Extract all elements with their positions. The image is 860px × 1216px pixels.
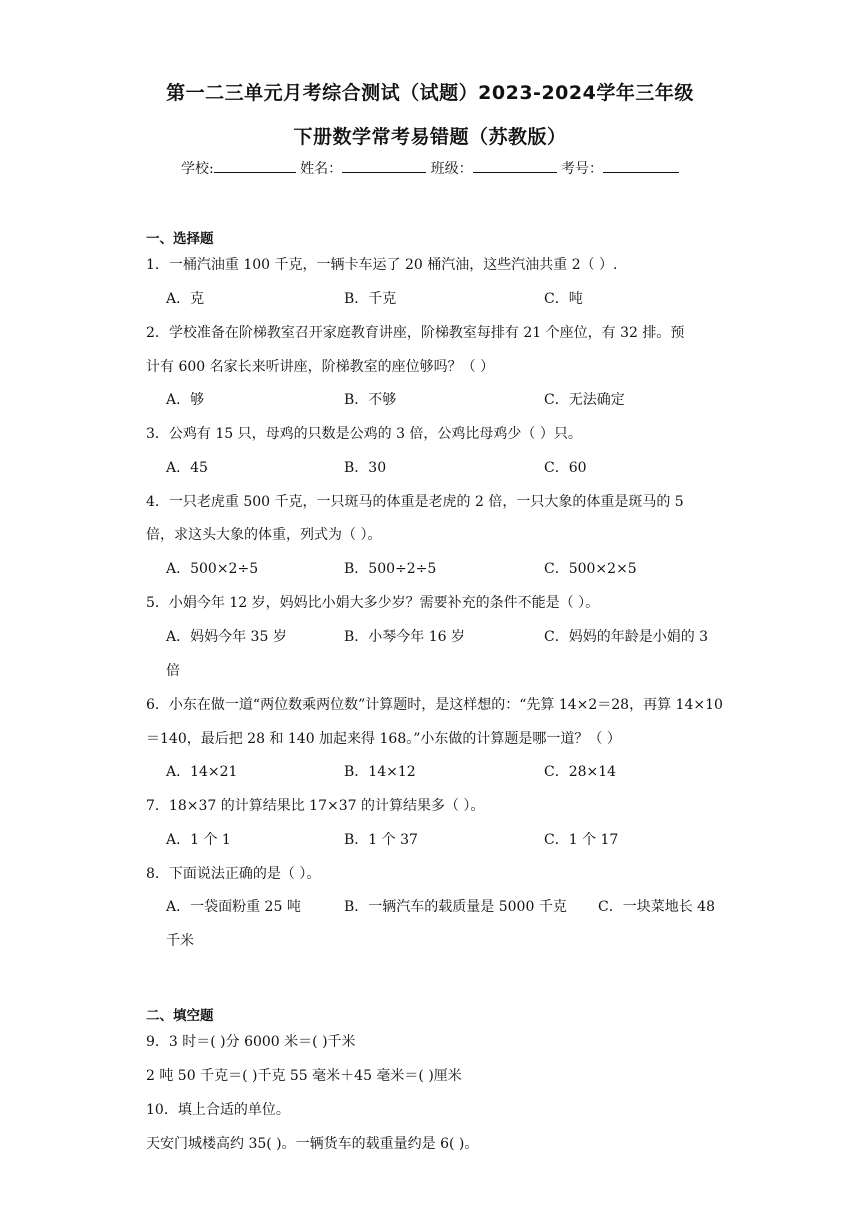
question-9-line1: 9．3 时＝( )分 6000 米＝( )千米 [146, 1034, 356, 1050]
question-7: 7．18×37 的计算结果比 17×37 的计算结果多（ ）。 [146, 798, 485, 814]
question-2-line2: 计有 600 名家长来听讲座，阶梯教室的座位够吗？（ ） [146, 359, 495, 375]
option-c: C．500×2×5 [544, 561, 637, 577]
option-a: A．一袋面粉重 25 吨 [166, 899, 301, 915]
option-b: B．不够 [344, 392, 397, 408]
option-c: C．吨 [544, 291, 583, 307]
question-6-line1: 6．小东在做一道“两位数乘两位数”计算题时，是这样想的：“先算 14×2＝28，再算 14×10 [146, 697, 723, 713]
class-label: 班级： [430, 161, 473, 177]
option-b: B．千克 [344, 291, 397, 307]
question-1: 1．一桶汽油重 100 千克，一辆卡车运了 20 桶汽油，这些汽油共重 2（ ）. [146, 257, 618, 273]
question-5-option-c-continued: 倍 [166, 663, 180, 679]
option-b: B．30 [344, 460, 387, 476]
option-a: A．1 个 1 [166, 832, 231, 848]
option-b: B．小琴今年 16 岁 [344, 629, 466, 645]
option-a: A．500×2÷5 [166, 561, 259, 577]
option-c: C．一块菜地长 48 [598, 899, 715, 915]
question-10-line: 天安门城楼高约 35( )。一辆货车的载重量约是 6( )。 [146, 1136, 479, 1152]
school-label: 学校: [180, 161, 214, 177]
question-10: 10．填上合适的单位。 [146, 1102, 290, 1118]
option-a: A．45 [166, 460, 208, 476]
page-title-line2: 下册数学常考易错题（苏教版） [293, 126, 567, 148]
school-blank [214, 158, 296, 173]
option-b: B．1 个 37 [344, 832, 418, 848]
option-c: C．妈妈的年龄是小娟的 3 [544, 629, 709, 645]
question-9-line2: 2 吨 50 千克＝( )千克 55 毫米＋45 毫米＝( )厘米 [146, 1068, 462, 1084]
question-2-line1: 2．学校准备在阶梯教室召开家庭教育讲座，阶梯教室每排有 21 个座位，有 32 排。预 [146, 325, 685, 341]
exam-no-label: 考号： [561, 161, 604, 177]
question-8: 8．下面说法正确的是（ ）。 [146, 866, 321, 882]
section-title-fill: 二、填空题 [146, 1008, 214, 1024]
option-b: B．500÷2÷5 [344, 561, 437, 577]
option-a: A．14×21 [166, 764, 238, 780]
option-c: C．28×14 [544, 764, 617, 780]
page-title-line1: 第一二三单元月考综合测试（试题）2023-2024学年三年级 [166, 82, 694, 104]
option-b: B．14×12 [344, 764, 416, 780]
question-8-option-c-continued: 千米 [166, 933, 194, 949]
question-6-line2: ＝140，最后把 28 和 140 加起来得 168。”小东做的计算题是哪一道？（ ） [146, 731, 621, 747]
name-label: 姓名： [300, 161, 343, 177]
question-5: 5．小娟今年 12 岁，妈妈比小娟大多少岁？需要补充的条件不能是（ ）。 [146, 595, 600, 611]
student-info-row [0, 158, 860, 178]
option-a: A．克 [166, 291, 205, 307]
exam-no-blank [603, 158, 679, 173]
option-b: B．一辆汽车的载质量是 5000 千克 [344, 899, 567, 915]
question-4-line2: 倍，求这头大象的体重，列式为（ ）。 [146, 527, 382, 543]
option-c: C．60 [544, 460, 587, 476]
section-title-choice: 一、选择题 [146, 231, 214, 247]
option-a: A．妈妈今年 35 岁 [166, 629, 287, 645]
question-4-line1: 4．一只老虎重 500 千克，一只斑马的体重是老虎的 2 倍，一只大象的体重是斑马的 5 [146, 494, 684, 510]
class-blank [473, 158, 557, 173]
name-blank [342, 158, 426, 173]
option-a: A．够 [166, 392, 205, 408]
question-3: 3．公鸡有 15 只，母鸡的只数是公鸡的 3 倍，公鸡比母鸡少（ ）只。 [146, 426, 582, 442]
option-c: C．无法确定 [544, 392, 625, 408]
option-c: C．1 个 17 [544, 832, 619, 848]
